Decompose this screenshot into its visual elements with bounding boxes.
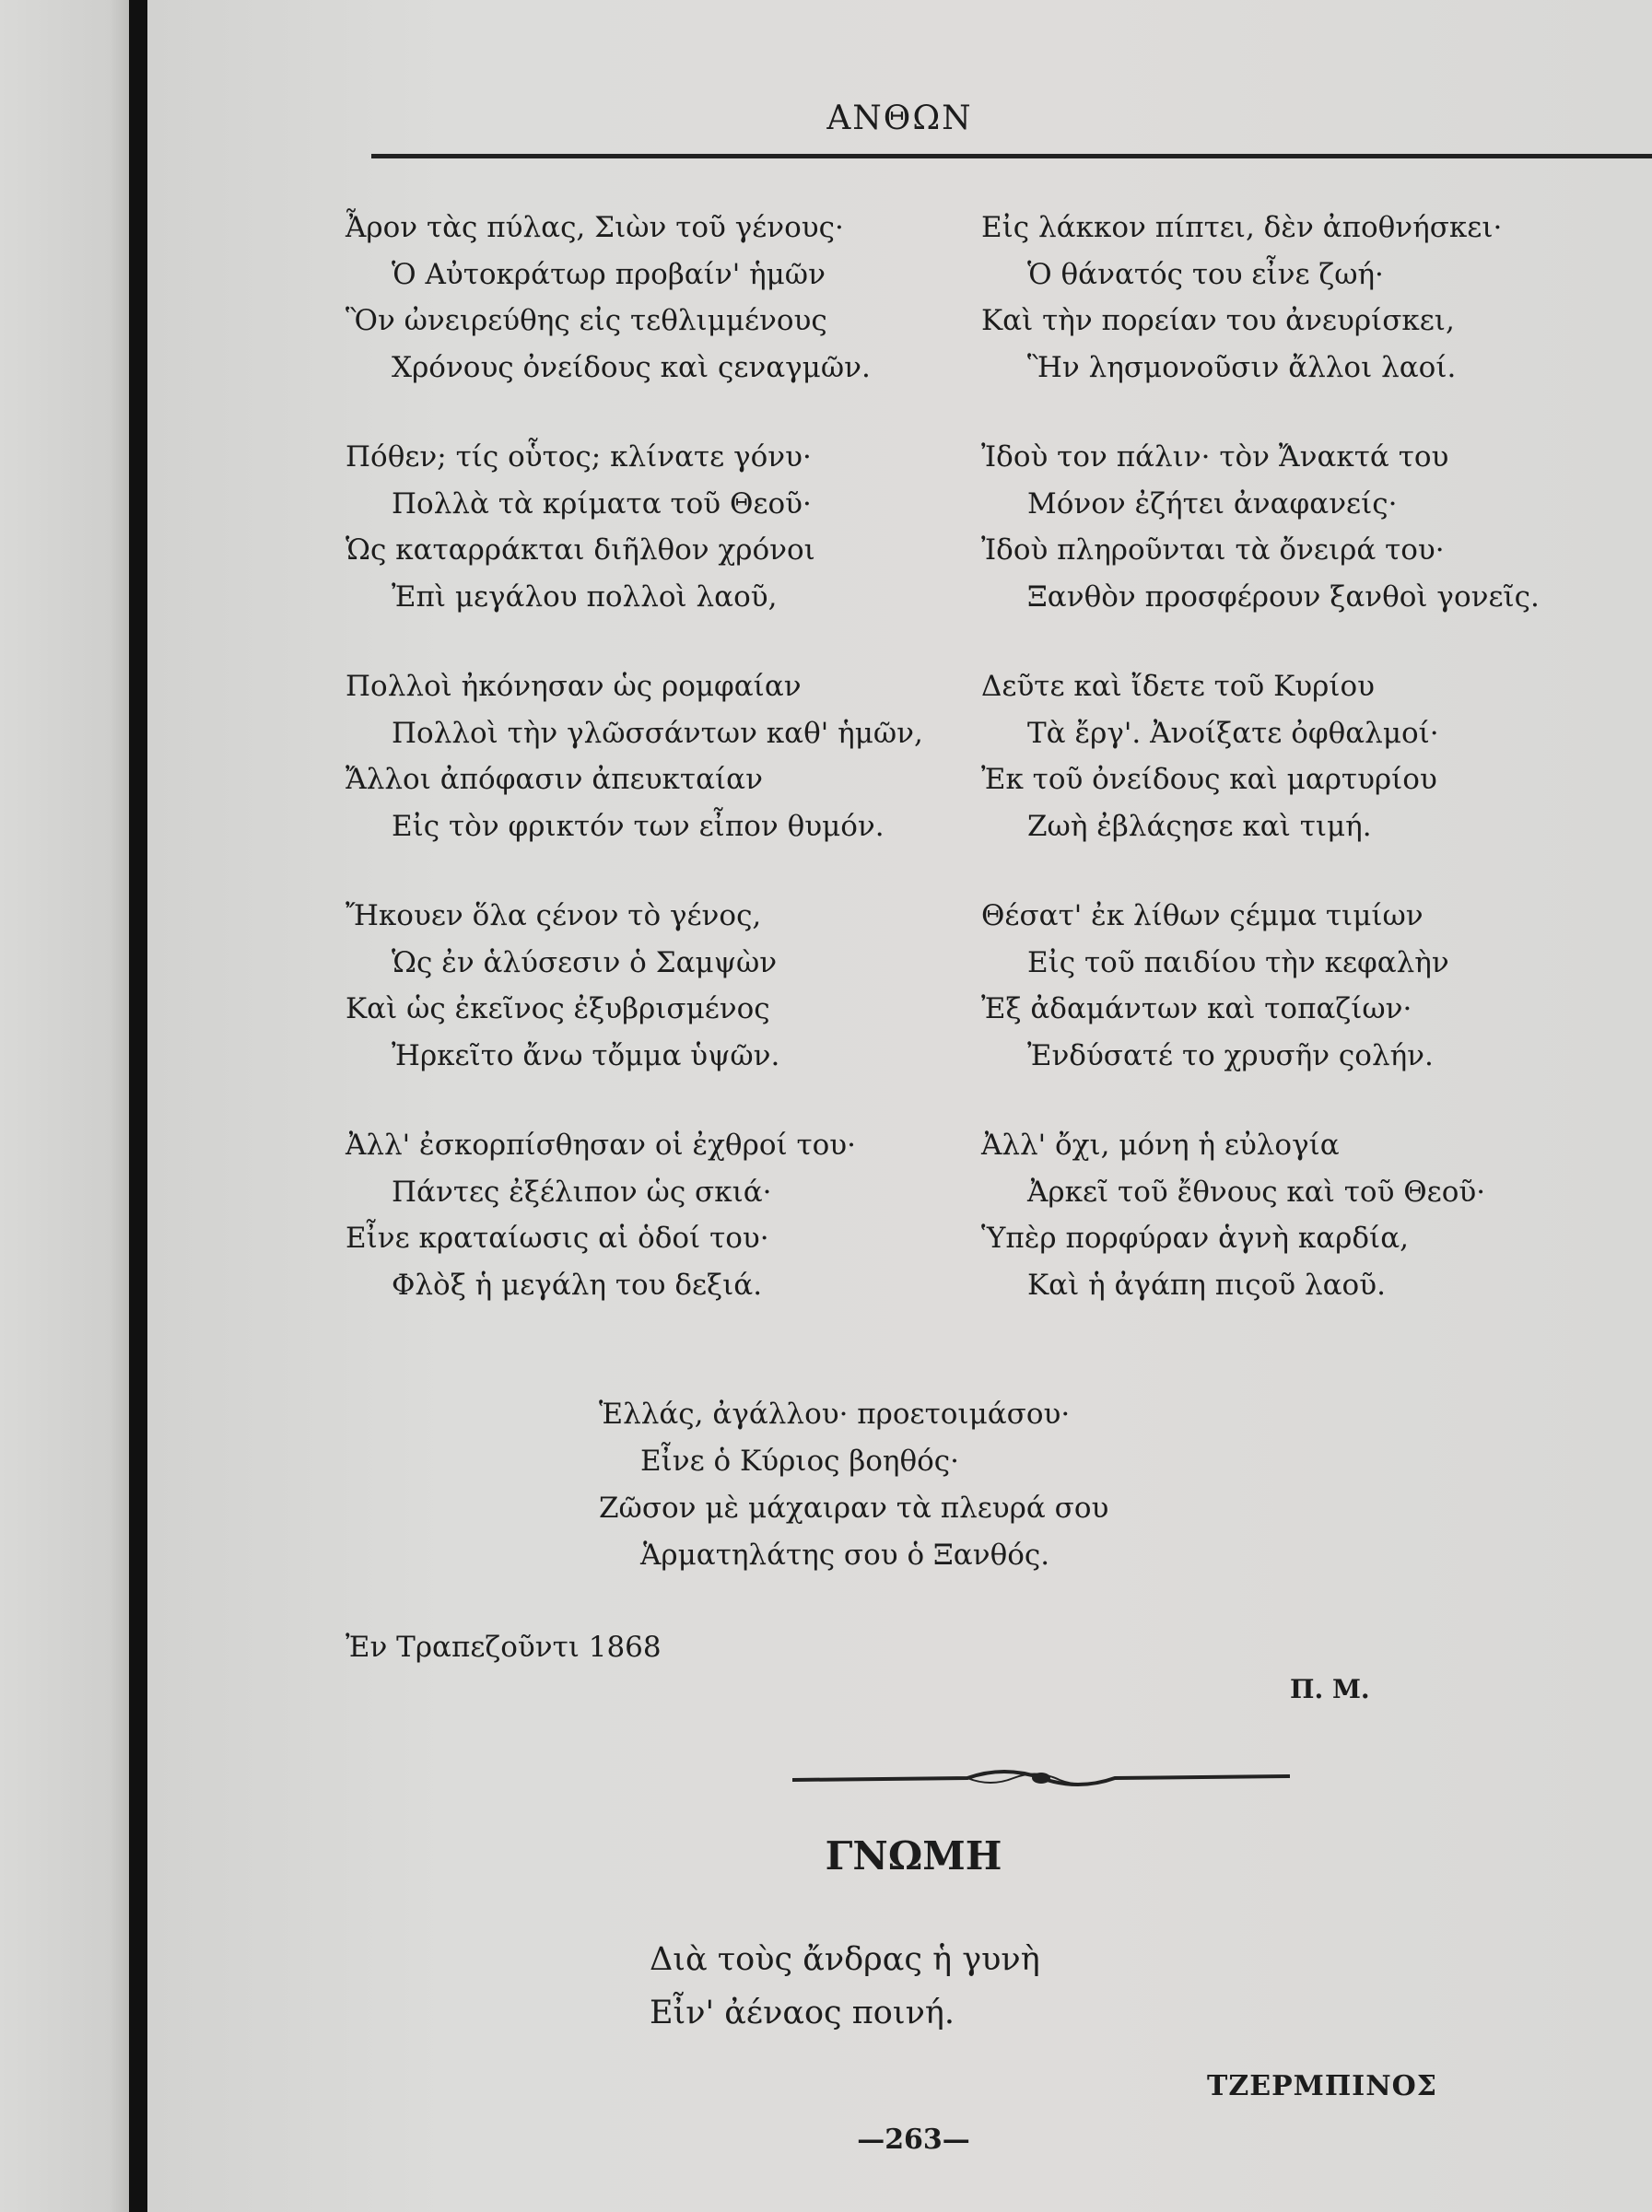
final-stanza xyxy=(599,1391,1299,1579)
ornament-divider xyxy=(792,1760,1290,1797)
stanza xyxy=(981,205,1652,391)
left-page-margin xyxy=(0,0,129,2212)
poem-line: Δεῦτε καὶ ἴδετε τοῦ Κυρίου xyxy=(981,670,1376,703)
poem-line: Ἀλλ' ὄχι, μόνη ἡ εὐλογία xyxy=(981,1129,1340,1162)
poem-line: Καὶ τὴν πορείαν του ἀνευρίσκει, xyxy=(981,304,1455,337)
page-number: —263— xyxy=(857,2124,970,2156)
header-rule xyxy=(371,154,1652,158)
poem-line: Ὡς ἐν ἁλύσεσιν ὁ Σαμψὼν xyxy=(392,945,778,979)
poem-line: Ἐκ τοῦ ὀνείδους καὶ μαρτυρίου xyxy=(981,763,1437,796)
poem-signature: Π. Μ. xyxy=(1290,1674,1370,1704)
poem-line: Τὰ ἔργ'. Ἀνοίξατε ὀφθαλμοί· xyxy=(1027,716,1439,750)
poem-line: Ἣν λησμονοῦσιν ἄλλοι λαοί. xyxy=(1027,350,1457,384)
stanza xyxy=(981,893,1652,1079)
poem-line: Ὁ θάνατός του εἶνε ζωή· xyxy=(1027,257,1384,291)
poem-line: Ὡς καταρράκται διῆλθον χρόνοι xyxy=(346,533,815,567)
poem-line: Ἀρκεῖ τοῦ ἔθνους καὶ τοῦ Θεοῦ· xyxy=(1027,1175,1486,1209)
poem-line: Εἰς λάκκον πίπτει, δὲν ἀποθνήσκει· xyxy=(981,211,1503,244)
stanza xyxy=(346,663,1083,849)
poem-line: Χρόνους ὀνείδους καὶ ςεναγμῶν. xyxy=(392,350,871,384)
poem-line: Πάντες ἐξέλιπον ὡς σκιά· xyxy=(392,1175,772,1209)
poem-line: Φλὸξ ἡ μεγάλη του δεξιά. xyxy=(392,1268,763,1302)
place-date: Ἐν Τραπεζοῦντι 1868 xyxy=(346,1631,662,1664)
poem-left-column xyxy=(346,205,1083,1352)
poem-line: Ἠρκεῖτο ἄνω τὄμμα ὑψῶν. xyxy=(392,1038,780,1072)
poem-line: Πολλοὶ ἠκόνησαν ὡς ρομφαίαν xyxy=(346,670,802,703)
stanza xyxy=(346,205,1083,391)
poem-line: Ἐξ ἀδαμάντων καὶ τοπαζίων· xyxy=(981,992,1412,1025)
poem-line: Ἁρματηλάτης σου ὁ Ξανθός. xyxy=(640,1539,1050,1572)
poem-line: Ἐνδύσατέ το χρυσῆν ςολήν. xyxy=(1027,1038,1434,1072)
poem-line: Ἰδοὺ πληροῦνται τὰ ὄνειρά του· xyxy=(981,533,1445,567)
poem-line: Ἄλλοι ἀπόφασιν ἀπευκταίαν xyxy=(346,763,763,796)
stanza xyxy=(981,1122,1652,1308)
book-page xyxy=(147,0,1652,2212)
stanza xyxy=(981,663,1652,849)
poem-right-column xyxy=(981,205,1652,1352)
stanza xyxy=(346,1122,1083,1308)
poem-line: Πόθεν; τίς οὗτος; κλίνατε γόνυ· xyxy=(346,440,812,474)
poem-line: Ζωὴ ἐβλάςησε καὶ τιμή. xyxy=(1027,809,1372,843)
poem-line: Εἶνε ὁ Κύριος βοηθός· xyxy=(640,1445,960,1478)
poem-line: Ὃν ὠνειρεύθης εἰς τεθλιμμένους xyxy=(346,304,827,337)
book-gutter xyxy=(129,0,147,2212)
maxim-author: ΤΖΕΡΜΠΙΝΟΣ xyxy=(1207,2070,1437,2102)
maxim-text xyxy=(650,1933,1040,2040)
stanza xyxy=(981,434,1652,620)
poem-line: Ἆρον τὰς πύλας, Σιὼν τοῦ γένους· xyxy=(346,211,844,244)
maxim-line: Διὰ τοὺς ἄνδρας ἡ γυνὴ xyxy=(650,1941,1040,1978)
poem-line: Καὶ ἡ ἀγάπη πιςοῦ λαοῦ. xyxy=(1027,1268,1386,1302)
poem-line: Ἀλλ' ἐσκορπίσθησαν οἱ ἐχθροί του· xyxy=(346,1129,857,1162)
stanza xyxy=(346,434,1083,620)
poem-line: Ἰδοὺ τον πάλιν· τὸν Ἄνακτά του xyxy=(981,440,1449,474)
poem-line: Ζῶσον μὲ μάχαιραν τὰ πλευρά σου xyxy=(599,1492,1109,1525)
poem-line: Ἐπὶ μεγάλου πολλοὶ λαοῦ, xyxy=(392,579,778,614)
poem-line: Ὁ Αὐτοκράτωρ προβαίν' ἡμῶν xyxy=(392,257,826,291)
poem-line: Εἰς τὸν φρικτόν των εἶπον θυμόν. xyxy=(392,809,885,843)
poem-line: Καὶ ὡς ἐκεῖνος ἐξυβρισμένος xyxy=(346,992,770,1025)
poem-line: Ἑλλάς, ἀγάλλου· προετοιμάσου· xyxy=(599,1398,1071,1431)
poem-line: Θέσατ' ἐκ λίθων ςέμμα τιμίων xyxy=(981,899,1424,932)
maxim-line: Εἶν' ἀέναος ποινή. xyxy=(650,1995,955,2031)
poem-line: Ξανθὸν προσφέρουν ξανθοὶ γονεῖς. xyxy=(1027,579,1540,614)
poem-line: Εἰς τοῦ παιδίου τὴν κεφαλὴν xyxy=(1027,945,1449,979)
poem-line: Πολλοὶ τὴν γλῶσσάντων καθ' ἡμῶν, xyxy=(392,716,923,750)
section-title: ΓΝΩΜΗ xyxy=(825,1833,1002,1878)
poem-line: Εἶνε κραταίωσις αἱ ὁδοί του· xyxy=(346,1222,769,1255)
poem-line: Μόνον ἐζήτει ἀναφανείς· xyxy=(1027,486,1398,521)
poem-line: Ὑπὲρ πορφύραν ἁγνὴ καρδία, xyxy=(981,1222,1410,1255)
poem-line: Ἤκουεν ὅλα ςένον τὸ γένος, xyxy=(346,899,762,932)
stanza xyxy=(346,893,1083,1079)
running-header: ΑΝΘΩΝ xyxy=(826,99,973,137)
poem-line: Πολλὰ τὰ κρίματα τοῦ Θεοῦ· xyxy=(392,486,812,521)
